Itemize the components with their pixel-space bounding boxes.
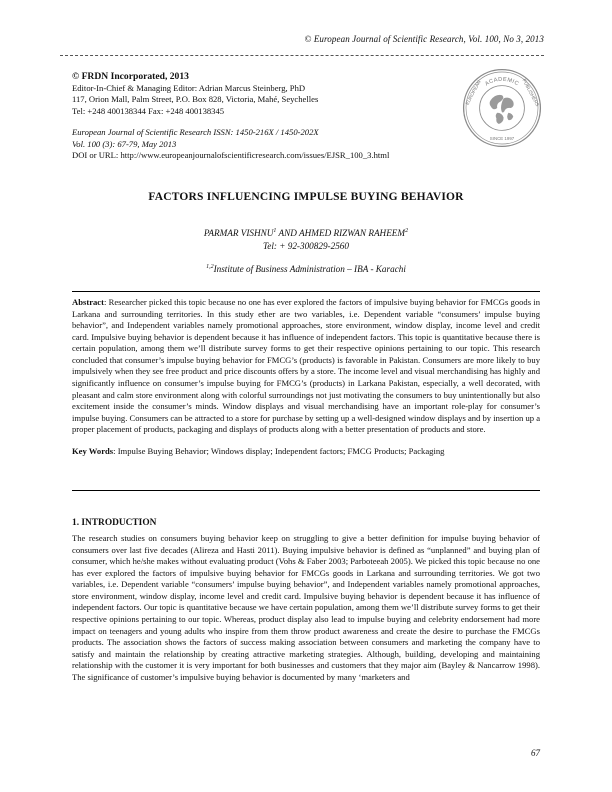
volume-line: Vol. 100 (3): 67-79, May 2013 <box>72 138 177 149</box>
keywords-text: : Impulse Buying Behavior; Windows display; Independent factors; FMCG Products; Packaging <box>113 445 445 456</box>
header-rule <box>60 55 544 56</box>
author-1-sup: 1 <box>273 228 277 234</box>
journal-issn: European Journal of Scientific Research ISSN: 1450-216X / 1450-202X <box>72 127 319 137</box>
tel-fax-line: Tel: +248 400138344 Fax: +248 400138345 <box>72 105 225 116</box>
page-number: 67 <box>531 748 540 758</box>
author-2-sup: 2 <box>405 228 409 234</box>
publisher-seal-icon <box>462 68 542 148</box>
publisher-org: © FRDN Incorporated, 2013 <box>72 71 189 82</box>
abstract-paragraph <box>72 297 540 436</box>
author-tel: Tel: + 92-300829-2560 <box>263 241 349 251</box>
editor-line: Editor-In-Chief & Managing Editor: Adrian Marcus Steinberg, PhD <box>72 82 306 93</box>
affiliation-line <box>60 264 552 274</box>
author-connector: AND AHMED RIZWAN RAHEEM <box>276 228 406 239</box>
paper-title: FACTORS INFLUENCING IMPULSE BUYING BEHAVIOR <box>148 191 464 203</box>
abstract-box <box>72 291 540 491</box>
keywords-label: Key Words <box>72 445 114 456</box>
introduction-body <box>72 533 540 684</box>
seal-top-text: ACADEMIC <box>484 76 520 88</box>
abstract-label: Abstract <box>72 297 104 307</box>
introduction-heading: 1. INTRODUCTION <box>72 518 157 528</box>
seal-left-text: EUROPEAN <box>465 80 483 107</box>
publisher-block <box>72 71 452 162</box>
affiliation-sup: 1,2 <box>206 264 214 270</box>
running-head: © European Journal of Scientific Research, Vol. 100, No 3, 2013 <box>304 34 544 44</box>
author-1: PARMAR VISHNU <box>203 228 274 239</box>
affiliation-text: Institute of Business Administration – IBA - Karachi <box>213 264 406 275</box>
abstract-text: : Researcher picked this topic because no one has ever explored the factors of impulsive buying behavior for FMCGs goods in Larkana and surrounding territories. In this study ether are two variables, i.e. Dependent variable “consumers’ impulse buying behavior”, and Independent variables namely promotional approaches, store environment, window display, income level and credit card. Impulsive buying behavior is dependent because it has influence of independent factors. This topic is quantitative because there is certain population, among them we’ll distribute survey forms to get their respective opinions pertaining to our topic. This research concluded that consumer’s impulse buying behavior for FMCG’s (products) is favorable in Pakistan. Consumers are more likely to buy impulsively when they see free product and price discounts offers by a store. The income level and visual merchandising has highly and significantly influence on consumer’s impulse buying for FMCG’s (products) in Larkana Pakistan, especially, a well decorated, with pleasant and calm store environment along with colorful surroundings not just motivating the consumers to buy unintentionally but also excitement inside the consumer’s minds. Window displays and visual merchandising have an important role-play for consumer’s impulse buying. Consumers can be attracted to a store for purchase by setting up a well-designed window displays and by insertion up a proper placement of products, packaging and displays of products along with a better presentation of products and store. <box>72 297 541 435</box>
doi-line: DOI or URL: http://www.europeanjournalofscientificresearch.com/issues/EJSR_100_3.html <box>72 150 390 160</box>
seal-globe-icon <box>490 95 514 124</box>
keywords-paragraph <box>72 446 540 458</box>
seal-since-text: SINCE 1997 <box>489 136 515 141</box>
address-line: 117, Orion Mall, Palm Street, P.O. Box 828, Victoria, Mahé, Seychelles <box>72 94 319 104</box>
authors-line <box>60 228 552 238</box>
seal-right-text: PUBLISHERS <box>520 78 540 108</box>
introduction-paragraph: The research studies on consumers buying behavior keep on struggling to give a better definition for impulse buying behavior of consumers over last five decades (Alireza and Hasti 2011). Buying impulsive behavior is defined as “unplanned” and buying plan of consumer, which he/she makes without evaluating product (Vohs & Faber 2003; Parboteeah 2005). We picked this topic because no one has ever explored the factors of impulsive buying behavior for FMCGs goods in Larkana and surrounding territories. We got two variables, i.e. Dependent variable “consumers’ impulse buying behavior”, and Independent variables namely promotional approaches, store environment, window display, income level and credit card. Impulsive buying behavior is dependent because it has influence of independent factors. Our topic is quantitative because we have certain population, among them we’ll distribute survey forms to get their respective opinions pertaining to our topic. Whereas, product display also lead to impulse buying and celebrity endorsement had more impact on teenagers and young adults who inspire from them throw product awareness and create the desire to purchase the FMCGs products. The association shows the factors of success making association between consumers and marketing the company have to satisfy and maintain the relationship by creating attractive marketing strategies. Although, building, developing and maintaining relationship with the customer it is very important for both businesses and customers that they major aim (Bayley & Nancarrow 1998). The significance of customer’s impulsive buying behavior is documented by many ‘marketers and <box>72 533 540 682</box>
